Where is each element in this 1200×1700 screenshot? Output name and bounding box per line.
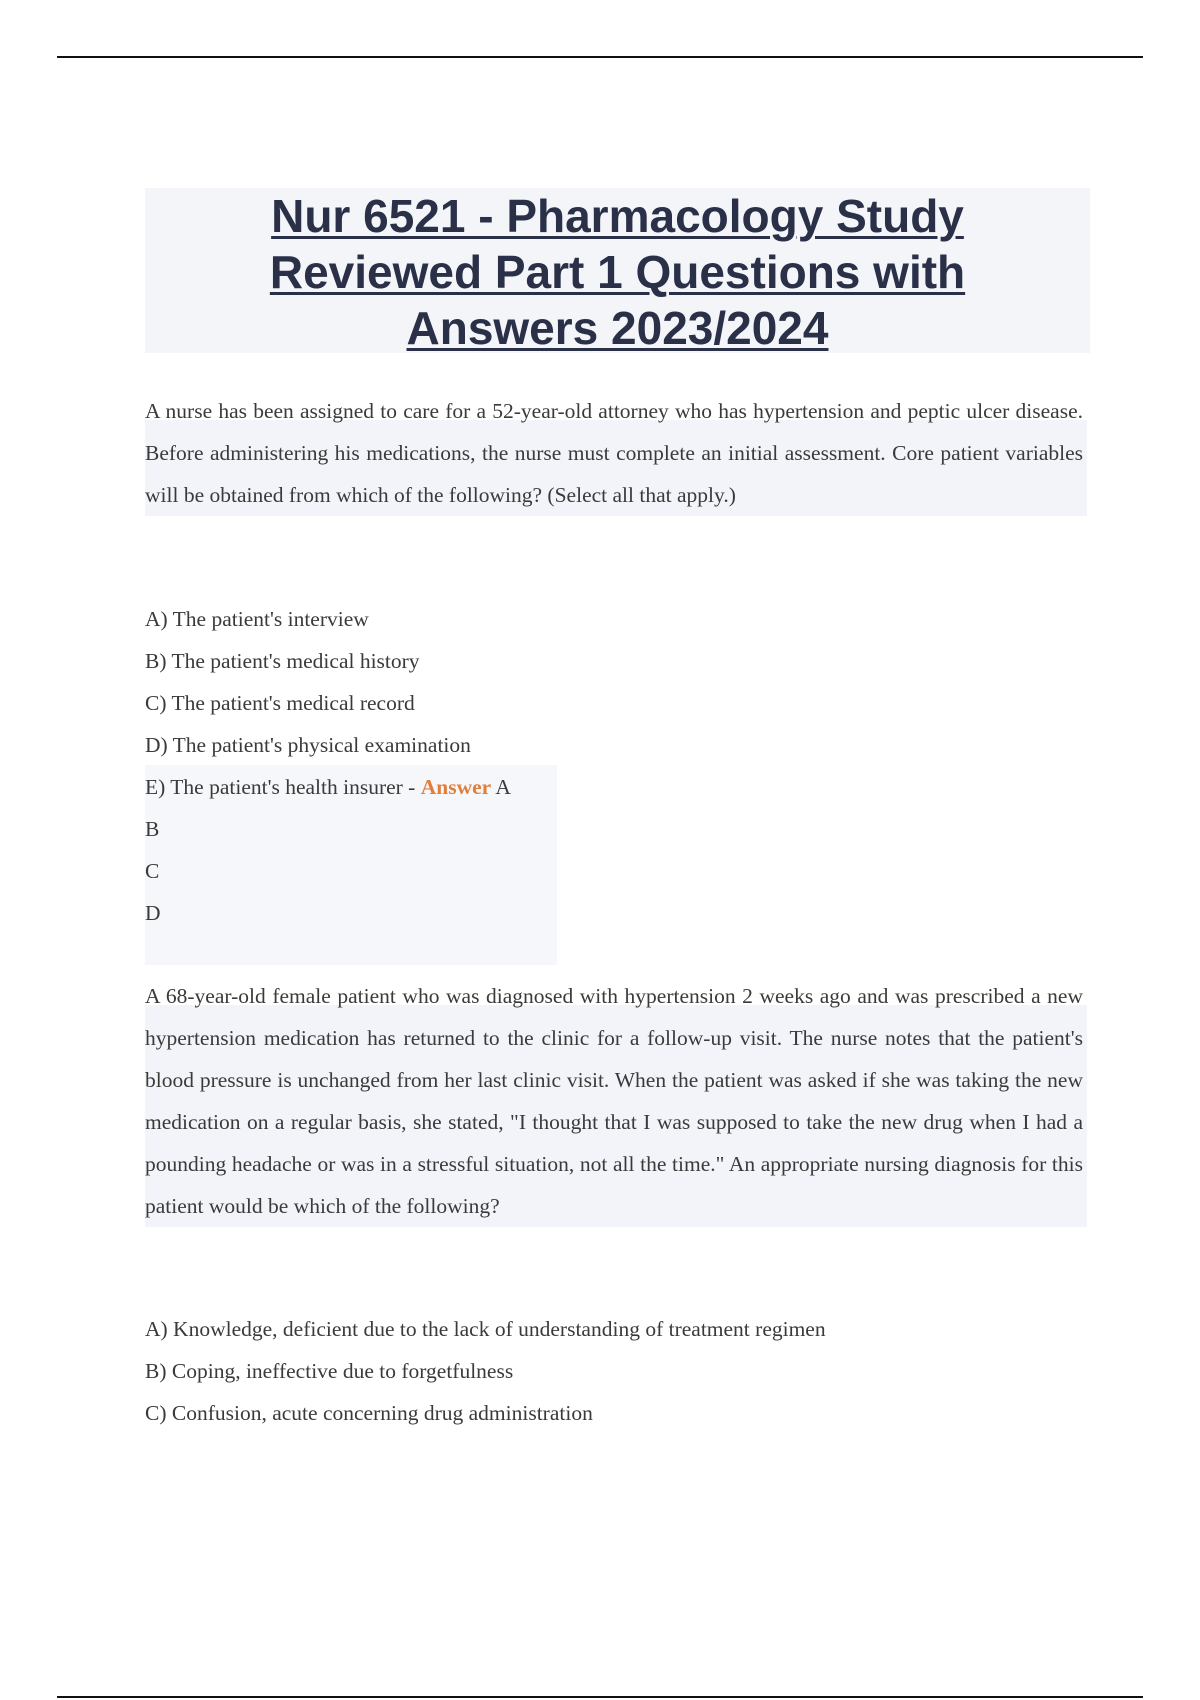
- option-b: B) The patient's medical history: [145, 649, 420, 673]
- option-d: D) The patient's physical examination: [145, 733, 471, 757]
- title-line-3: Answers 2023/2024: [406, 302, 829, 354]
- question-2-options: [145, 1308, 826, 1434]
- question-1-options: [145, 598, 511, 934]
- top-rule: [57, 56, 1143, 58]
- option-b: B) Coping, ineffective due to forgetfulness: [145, 1359, 514, 1383]
- option-c: C) Confusion, acute concerning drug administration: [145, 1401, 593, 1425]
- title-block: [145, 188, 1090, 353]
- question-2: [145, 975, 1087, 1227]
- option-a: A) Knowledge, deficient due to the lack of understanding of treatment regimen: [145, 1317, 826, 1341]
- question-1: [145, 390, 1087, 516]
- option-e: E) The patient's health insurer -: [145, 775, 421, 799]
- title-line-2: Reviewed Part 1 Questions with: [269, 246, 966, 298]
- answer-d: D: [145, 901, 161, 925]
- title-line-1: Nur 6521 - Pharmacology Study: [271, 190, 964, 242]
- bottom-rule: [57, 1696, 1143, 1698]
- answer-a: A: [491, 775, 511, 799]
- option-e-line: [145, 766, 511, 808]
- answer-c: C: [145, 859, 160, 883]
- option-c: C) The patient's medical record: [145, 691, 415, 715]
- question-1-text: A nurse has been assigned to care for a 52-year-old attorney who has hypertension and peptic ulcer disease. Before administering his medications, the nurse must complete an initial assessment. Core patient variables will be obtained from which of the following? (Select all that apply.): [145, 390, 1087, 516]
- answer-b: B: [145, 817, 160, 841]
- question-2-text: A 68-year-old female patient who was diagnosed with hypertension 2 weeks ago and was prescribed a new hypertension medication has returned to the clinic for a follow-up visit. The nurse notes that the patient's blood pressure is unchanged from her last clinic visit. When the patient was asked if she was taking the new medication on a regular basis, she stated, "I thought that I was supposed to take the new drug when I had a pounding headache or was in a stressful situation, not all the time." An appropriate nursing diagnosis for this patient would be which of the following?: [145, 975, 1087, 1227]
- answer-label: Answer: [420, 775, 492, 799]
- option-a: A) The patient's interview: [145, 607, 369, 631]
